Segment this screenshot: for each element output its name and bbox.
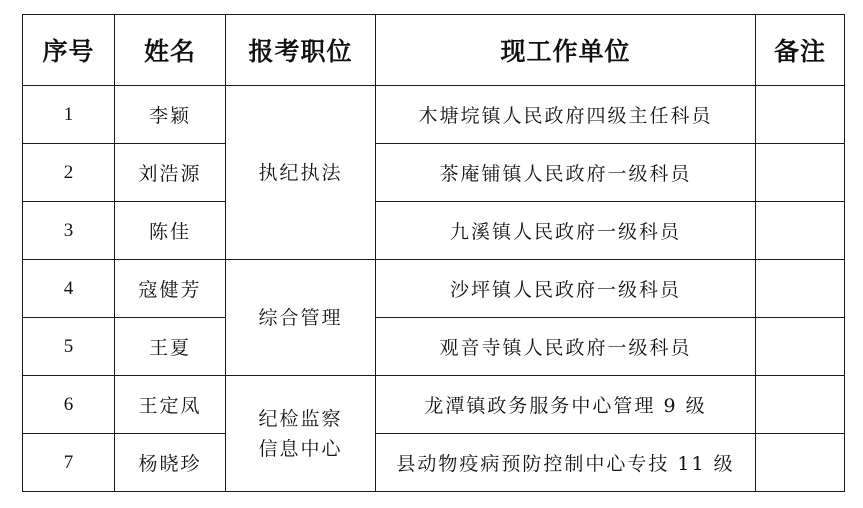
position-label-line-2: 信息中心 bbox=[258, 437, 343, 460]
position-label: 综合管理 bbox=[258, 306, 343, 329]
row-name: 刘浩源 bbox=[115, 144, 226, 202]
row-name: 杨晓珍 bbox=[115, 434, 226, 492]
table-row bbox=[23, 260, 845, 318]
table-row bbox=[23, 434, 845, 492]
position-cell bbox=[226, 86, 376, 260]
row-remarks bbox=[756, 434, 845, 492]
table-row bbox=[23, 202, 845, 260]
row-index: 3 bbox=[23, 202, 115, 260]
row-name: 陈佳 bbox=[115, 202, 226, 260]
row-remarks bbox=[756, 144, 845, 202]
row-workplace: 县动物疫病预防控制中心专技 11 级 bbox=[376, 434, 756, 492]
row-workplace: 观音寺镇人民政府一级科员 bbox=[376, 318, 756, 376]
row-remarks bbox=[756, 260, 845, 318]
row-remarks bbox=[756, 202, 845, 260]
position-cell bbox=[226, 376, 376, 492]
row-index: 7 bbox=[23, 434, 115, 492]
row-remarks bbox=[756, 86, 845, 144]
table-row bbox=[23, 376, 845, 434]
row-index: 1 bbox=[23, 86, 115, 144]
header-name: 姓名 bbox=[115, 15, 226, 86]
row-name: 寇健芳 bbox=[115, 260, 226, 318]
table-header-row bbox=[23, 15, 845, 86]
position-label: 执纪执法 bbox=[258, 161, 343, 184]
row-name: 王定凤 bbox=[115, 376, 226, 434]
header-workplace: 现工作单位 bbox=[376, 15, 756, 86]
table-row bbox=[23, 144, 845, 202]
row-remarks bbox=[756, 376, 845, 434]
position-cell bbox=[226, 260, 376, 376]
row-index: 5 bbox=[23, 318, 115, 376]
row-remarks bbox=[756, 318, 845, 376]
row-workplace: 茶庵铺镇人民政府一级科员 bbox=[376, 144, 756, 202]
header-index: 序号 bbox=[23, 15, 115, 86]
row-name: 王夏 bbox=[115, 318, 226, 376]
header-position: 报考职位 bbox=[226, 15, 376, 86]
header-remarks: 备注 bbox=[756, 15, 845, 86]
row-index: 6 bbox=[23, 376, 115, 434]
row-workplace: 龙潭镇政务服务中心管理 9 级 bbox=[376, 376, 756, 434]
row-index: 2 bbox=[23, 144, 115, 202]
row-workplace: 九溪镇人民政府一级科员 bbox=[376, 202, 756, 260]
row-name: 李颖 bbox=[115, 86, 226, 144]
row-workplace: 沙坪镇人民政府一级科员 bbox=[376, 260, 756, 318]
row-index: 4 bbox=[23, 260, 115, 318]
personnel-table bbox=[22, 14, 845, 492]
position-label-line-1: 纪检监察 bbox=[258, 407, 343, 430]
table-row bbox=[23, 318, 845, 376]
table-row bbox=[23, 86, 845, 144]
row-workplace: 木塘垸镇人民政府四级主任科员 bbox=[376, 86, 756, 144]
